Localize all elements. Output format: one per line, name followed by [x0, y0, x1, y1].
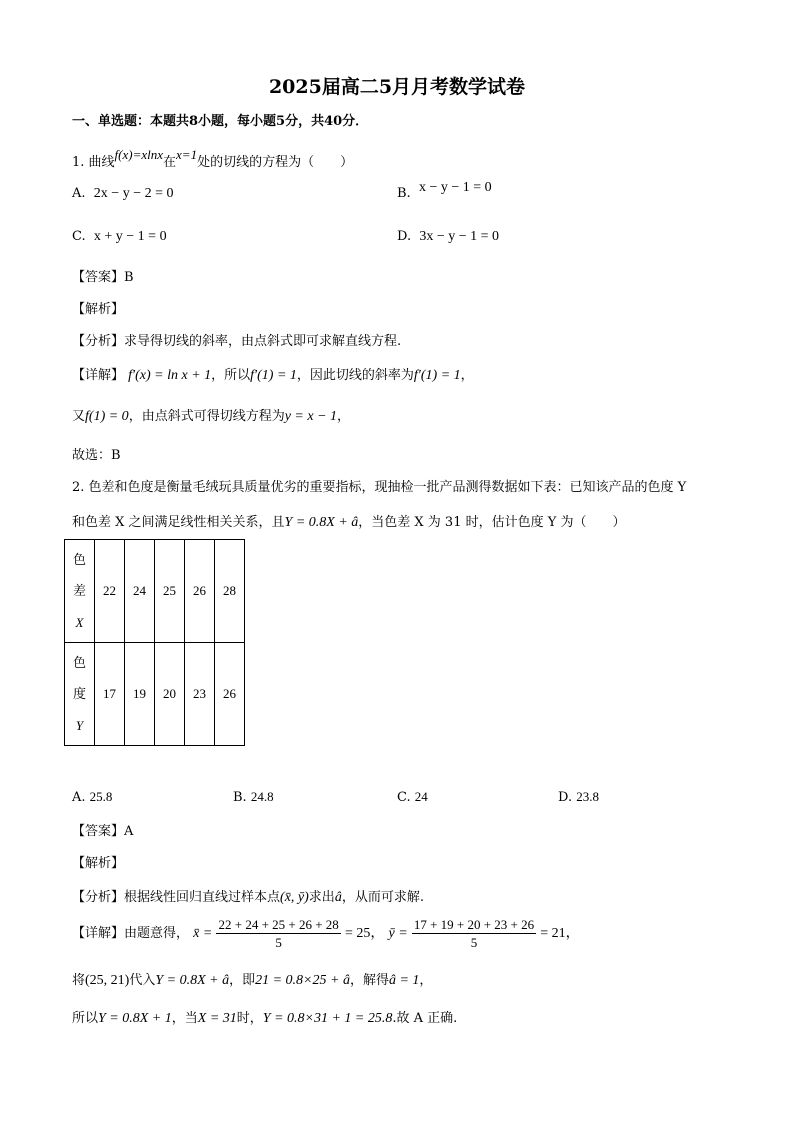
q2-point: (25, 21): [85, 973, 130, 988]
q2-ybar: ȳ =: [388, 926, 408, 941]
option-text: 2x − y − 2 = 0: [93, 186, 174, 201]
table-cell: 19: [125, 643, 155, 746]
q1-option-b[interactable]: [397, 180, 492, 202]
q2-text: 根据线性回归直线过样本点: [124, 890, 281, 905]
option-label: B.: [397, 186, 411, 201]
q1-option-d[interactable]: [397, 229, 499, 245]
q1-text: ，因此切线的斜率为: [296, 368, 414, 383]
table-cell: 26: [215, 643, 245, 746]
table-cell: 24: [125, 540, 155, 643]
table-cell: 26: [185, 540, 215, 643]
q2-answer: 【答案】A: [72, 824, 134, 839]
option-text: 24: [414, 789, 428, 804]
q1-f1: f(1) = 0: [85, 409, 129, 424]
q1-fenxi: [72, 330, 401, 349]
q1-text: ，: [460, 368, 474, 383]
q1-option-a[interactable]: [72, 186, 173, 202]
xiangjie-tag: 【详解】: [72, 926, 125, 941]
q1-tangent-eq: y = x − 1: [284, 409, 338, 424]
table-cell: 28: [215, 540, 245, 643]
q2-text: ，解得: [349, 973, 389, 988]
option-text: 3x − y − 1 = 0: [419, 229, 500, 244]
q2-x-result: = 25，: [344, 926, 385, 941]
table-row: [65, 643, 245, 746]
q1-choose: 故选：B: [72, 448, 121, 463]
q1-slope: f′(1) = 1: [413, 368, 461, 383]
q2-detail-line3: [72, 1007, 457, 1027]
q2-text: ，当: [171, 1011, 198, 1026]
option-label: A.: [72, 790, 86, 805]
q1-derivative: f′(x) = ln x + 1: [128, 368, 212, 383]
q2-detail-line1: [72, 916, 580, 951]
q2-text: 求出: [308, 890, 335, 905]
q2-option-c[interactable]: [397, 789, 428, 805]
q1-option-c[interactable]: [72, 229, 167, 245]
q1-answer: 【答案】B: [72, 270, 134, 285]
option-label: C.: [397, 790, 411, 805]
q1-stem-c: 处的切线的方程为（ ）: [197, 155, 354, 170]
header-char: 差: [72, 583, 86, 599]
fenxi-text: 求导得切线的斜率，由点斜式即可求解直线方程.: [124, 334, 402, 349]
fraction-numerator: 22 + 24 + 25 + 26 + 28: [218, 917, 339, 932]
header-var: X: [75, 614, 84, 630]
option-text: x − y − 1 = 0: [418, 180, 492, 195]
fraction-denominator: 5: [470, 935, 478, 950]
q2-ahat: â: [334, 890, 342, 905]
option-label: C.: [72, 229, 86, 244]
q1-detail-line2: [72, 405, 350, 425]
table-cell: 17: [95, 643, 125, 746]
q1-stem-a: 1. 曲线: [72, 155, 115, 170]
q1-detail: [72, 364, 474, 384]
table-cell: 22: [95, 540, 125, 643]
q2-text: ，从而可求解.: [341, 890, 424, 905]
q2-text: 和色差 X 之间满足线性相关关系，且: [72, 515, 285, 530]
q1-stem-b: 在: [163, 155, 177, 170]
q1-text: 又: [72, 409, 86, 424]
q2-detail-line2: [72, 969, 432, 989]
q2-eq: Y = 0.8X + â: [155, 973, 230, 988]
fraction-numerator: 17 + 19 + 20 + 23 + 26: [413, 917, 535, 932]
fenxi-tag: 【分析】: [72, 890, 125, 905]
q1-function: f(x)=xlnx: [114, 147, 164, 162]
option-text: 23.8: [576, 789, 599, 804]
option-text: x + y − 1 = 0: [93, 229, 167, 244]
section-heading: 一、单选题：本题共8小题，每小题5分，共40分．: [72, 114, 369, 129]
fenxi-tag: 【分析】: [72, 334, 125, 349]
header-char: 色: [72, 552, 86, 568]
header-char: 色: [72, 655, 86, 671]
q1-jiexi: 【解析】: [72, 302, 125, 317]
q2-text: ，即: [229, 973, 256, 988]
q2-text: ，: [419, 973, 433, 988]
q1-derivative-at-1: f′(1) = 1: [250, 368, 297, 383]
q2-text: 代入: [129, 973, 156, 988]
table-row: [65, 540, 245, 643]
q2-regression-eq: Y = 0.8X + â: [284, 515, 359, 530]
option-text: 24.8: [250, 789, 274, 804]
q2-option-d[interactable]: [558, 789, 599, 805]
q2-x-value: X = 31: [197, 1011, 237, 1026]
q1-text: ，由点斜式可得切线方程为: [128, 409, 285, 424]
q2-jiexi: 【解析】: [72, 856, 125, 871]
option-text: 25.8: [89, 789, 113, 804]
q2-solution: â = 1: [388, 973, 420, 988]
q2-sample-point: (x̄, ȳ): [280, 890, 309, 905]
q2-y-value: Y = 0.8×31 + 1 = 25.8: [262, 1011, 393, 1026]
q1-text: ，: [337, 409, 351, 424]
q2-final-eq: Y = 0.8X + 1: [98, 1011, 172, 1026]
option-label: D.: [397, 229, 412, 244]
q2-y-fraction: [412, 916, 536, 951]
q2-text: 由题意得，: [124, 926, 190, 941]
q2-text: ，当色差 X 为 31 时，估计色度 Y 为（ ）: [358, 515, 626, 530]
row-header-y: [65, 643, 95, 746]
table-cell: 25: [155, 540, 185, 643]
row-header-x: [65, 540, 95, 643]
q2-option-b[interactable]: [233, 789, 274, 805]
q2-xbar: x̄ =: [193, 926, 213, 941]
option-label: D.: [558, 790, 573, 805]
fraction-denominator: 5: [275, 935, 282, 950]
header-var: Y: [75, 717, 84, 733]
page-title: 2025届高二5月月考数学试卷: [268, 76, 526, 98]
q2-text: .故 A 正确.: [392, 1011, 458, 1026]
q1-condition: x=1: [176, 147, 198, 162]
q2-text: 所以: [72, 1011, 99, 1026]
data-table: [64, 539, 245, 746]
q2-y-result: = 21，: [540, 926, 580, 941]
question-1-stem: [72, 147, 354, 170]
question-2-stem-line2: [72, 511, 625, 531]
q2-eq2: 21 = 0.8×25 + â: [255, 973, 350, 988]
option-label: B.: [233, 790, 247, 805]
header-char: 度: [72, 686, 86, 702]
question-2-stem-line1: 2. 色差和色度是衡量毛绒玩具质量优劣的重要指标，现抽检一批产品测得数据如下表：已知该产品的色度 Y: [72, 480, 687, 495]
q2-text: 时，: [236, 1011, 263, 1026]
xiangjie-tag: 【详解】: [72, 368, 125, 383]
option-label: A.: [72, 186, 86, 201]
q2-x-fraction: [216, 916, 340, 951]
q1-text: ，所以: [211, 368, 251, 383]
table-cell: 23: [185, 643, 215, 746]
q2-option-a[interactable]: [72, 789, 112, 805]
q2-fenxi: [72, 886, 424, 906]
table-cell: 20: [155, 643, 185, 746]
q2-text: 将: [72, 973, 86, 988]
